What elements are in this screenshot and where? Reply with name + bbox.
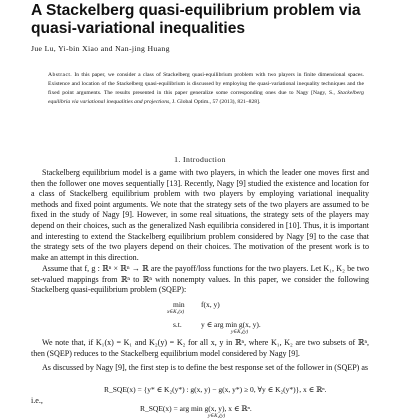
sqep-constraint: y ∈ arg min g(x, y). [201,320,261,329]
author-list: Jue Lu, Yi-bin Xiao and Nan-jing Huang [31,44,170,53]
sqep-min-operator: min [173,300,185,309]
sqep-objective: f(x, y) [201,300,220,309]
rsqe-argmin-subscript: y∈K₂(y) [208,413,226,419]
paragraph-ie: i.e., [31,396,43,405]
abstract-tail: , J. Global Optim., 57 (2013), 821–828]. [169,98,261,105]
rsqe-argmin: R_SQE(x) = arg min g(x, y), x ∈ ℝⁿ. [140,404,252,413]
sqep-constraint-subscript: y∈K₂(y) [231,329,249,335]
abstract [48,71,364,107]
paragraph-assumptions: Assume that f, g : ℝⁿ × ℝⁿ → ℝ are the payoff/loss functions for the two players. Let K₁, K₂ be two set-valued mappings from ℝⁿ to ℝⁿ with nonempty values. In this paper, we consider the following Stackelberg quasi-equilibrium problem (SQEP): [31,264,369,295]
paragraph-reduction: We note that, if K₁(x) = K₁ and K₂(y) = K₂ for all x, y in ℝⁿ, where K₁, K₂ are two subsets of ℝⁿ, then (SQEP) reduces to the Stackelberg equilibrium model considered by Nagy [9]. [31,338,369,358]
abstract-text: In this paper, we consider a class of Stackelberg quasi-equilibrium problem with two players in finite dimensional spaces. Existence and location of the Stackelberg quasi-equilibrium is discussed by employing the quasi-variational inequality techniques and the fixed point arguments. The results presented in this paper generalize some corresponding ones due to Nagy [Nagy, S., [48,72,364,96]
paper-title: A Stackelberg quasi-equilibrium problem via quasi-variational inequalities [31,2,361,37]
abstract-label: Abstract. [48,72,73,78]
paragraph-best-response: As discussed by Nagy [9], the first step is to define the best response set of the follower in (SQEP) as [42,363,369,372]
paragraph-intro: Stackelberg equilibrium model is a game with two players, in which the leader one moves first and then the follower one moves sequentially [13]. Recently, Nagy [9] studied the existence and location for a class of Stackelberg equilibrium problem with two players by employing variational inequality methods and fixed point arguments. We note that the strategy sets of the two players are assumed to be fixed in the study of Nagy [9]. However, in some real situations, the strategy sets of the players may depend on their choices, such as the generalized Nash equilibria considered in [10]. Thus, it is important and interesting to extend the Stackelberg equilibrium problem considered by Nagy [9] to the case that the strategy sets of the two players depend on their choices. The motivation of the present work is to make an attempt in this direction. [31,168,369,262]
section-heading: 1. Introduction [174,155,226,164]
sqep-min-subscript: x∈K₁(x) [167,309,185,315]
abstract-ref-title: Stackelberg equilibria via variational inequalities and projections [48,89,364,105]
sqep-st-label: s.t. [173,320,182,329]
rsqe-definition: R_SQE(x) = {y* ∈ K₂(y*) : g(x, y) − g(x, y*) ≥ 0, ∀y ∈ K₂(y*)}, x ∈ ℝⁿ. [104,385,327,394]
